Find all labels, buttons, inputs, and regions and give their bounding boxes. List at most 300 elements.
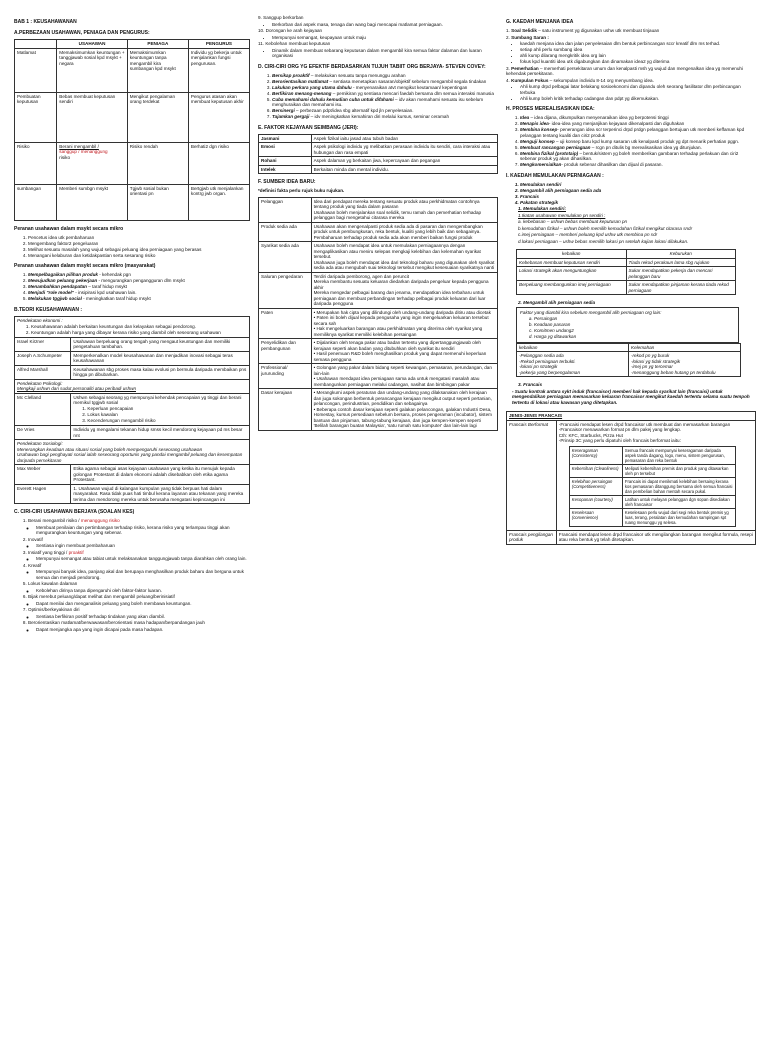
cell: Bertgjwb utk menjalankan kontrg jwb organ. [188,184,249,220]
jeri-value: Berkaitan minda dan mental individu. [311,165,497,174]
list-item [28,272,250,278]
sumber-value: Terdiri daripada pemborong, agen dan peruncit Mereka membantu sesuatu keluaran diedarkan daripada pengeluar kepada pengguna akhir Mereka mengedar pelbagai barang dan jenama, mendapatkan idea terbaharu untuk perniagaan dan membuat perbandingan terhadap pelbagai produk keluaran dari luar daripada pengguna [311,272,497,308]
jeri-value: Aspek psikologi individu yg melibatkan perasaan individu itu sendiri, cara interaksi atau hubungan dan rasa empati [311,143,497,157]
table-row [517,281,736,295]
section-i-title: I. KAEDAH MEMULAKAN PERNIAGAAN : [506,172,604,179]
section-g-title: G. KAEDAH MENJANA IDEA [506,19,574,25]
list-item: d. Harga yg ditawarkan [534,334,735,340]
psikologi-block [15,379,250,393]
peranan-mikro-list [14,272,250,302]
list-item [272,85,498,91]
item-number: 10. [258,28,265,33]
kaedah-1-line: b.kemudahan fizikal – ushwn boleh memilih kemudahan fizikal mengikut citarasa sndr [518,225,693,231]
list-item [28,581,250,593]
ciri-head: Inovatif [28,536,43,542]
sumber-key: Paten [259,308,312,339]
prinsip-key: Kebersihan (Cleanliness) [569,464,622,477]
list-item: 1. Memulakan sendiri [520,182,756,188]
header-cell: PENGURUS [188,40,249,49]
item-text: – memerhati persekitaran umum dan kenalpasti msh yg wujud dan mengenalkan idea yg memenuhi kehendak persekitaran. [506,65,743,76]
ciri-continued [258,15,498,59]
prinsip-key: Kelebihan persaingan (Competitiveness) [569,477,622,495]
list-item: • kaedah menjana idea dan jalan penyelesaian dlm bentuk perbincangan sccr kreatif dlm ms terhad. [520,41,756,47]
sumbang-saran-list [506,41,756,65]
header-cell: kebaikan [517,250,627,259]
list-item-text: - meningkatkan taraf hidup msykt [83,296,151,301]
kaedah-1-line: a. kebebasan – ushwn bebas membuat keputusan pn [518,219,628,224]
chapter-title: BAB 1 : KEUSAHAWANAN [14,19,77,25]
jenis-value: Francaisi mendapat lesen drpd francaisor utk mengilangkan barangan mengikut formula, resepi atau reka bentuk yg telah ditetapkan. [556,530,755,544]
ekonomi-block [15,316,250,337]
section-b-title: B.TEORI KEUSAHAWANAN : [14,306,83,313]
prinsip-value: Keselesaan perlu wujud dari segi reka bentuk premis yg luas, terang, peralatan dan kemudahan sampingan spt ruang menunggu yg selesa. [622,508,735,526]
psikologi-sub: Mengkaji ushwn dari sudut personaliti atau peribadi ushwn [17,386,136,391]
sosiologi-sub: Menerangkan keadaan atau situasi sosial yang boleh mempengaruhi seseorang usahawan [17,446,203,452]
kaedah-1-line: c.imej perniagaan – memberi peluang kpd ushw utk membina pn sdr [518,232,658,237]
header-cell: Keburukan [626,250,736,259]
comparison-header-row [15,40,250,49]
cell: Berpeluang membangunkan imej perniagaan [517,281,627,295]
list-item-emphasis: Berorientasikan matlamat [272,78,329,84]
prinsip-row [569,477,735,495]
cell: Sukar mendapatkan pinjaman kerana tiada rekod perniagaan [626,281,736,295]
list-item-text: - idea-idea yang menjanjikan kejayaan dikenalpasti dan diguhakan [548,121,685,126]
prinsip-row [569,446,735,464]
list-item-emphasis: Lakukan perkara yang utama dahulu [272,84,352,90]
jeri-value: Aspek fizikal iaitu jasad atau tubuh badan [311,134,497,143]
prinsip-row [569,464,735,477]
cell: Bebas membuat keputusan sendiri [57,92,128,142]
ciri-desc: ◦ Sentiasa ingin membuat pembaharuan [36,543,250,549]
jeri-key: Intelek [259,165,312,174]
list-item-text: – idv akan memahami sesuatu isu sebelum menghuraikan dan memahami isu. [272,96,484,107]
ciri-list [14,518,250,632]
cell-line: -pekerja yang berpengalaman [519,369,581,375]
header-cell: kebaikan [517,343,629,352]
kaedah-2-title-text: Mengambil alih perniagaan sedia [523,300,596,305]
ciri-desc: ◦ Dapat menjangka apa yang ingin dicapai pada masa hadapan. [36,627,250,633]
theorist-row [15,484,250,504]
list-item [272,114,498,120]
theorist-name: Joseph A.Schumpeter [15,351,71,365]
jeri-row [259,134,498,143]
comparison-row [15,48,250,92]
sumber-key: Pelanggan [259,197,312,222]
jeri-row [259,143,498,157]
jenis-title: JENIS-JENIS FRANCAIS [507,412,756,421]
sumber-table [258,197,498,431]
theorist-name: De Vries [15,426,71,440]
section-f-note: *definisi fakta perlu rujuk buku rujukan. [258,188,345,193]
prinsip-value: Latihan untuk melayan pelanggan dgn sopan disediakan oleh francaisor [622,495,735,508]
cell: Tiada rekod perakaun lama sbg rujukan [626,258,736,267]
cell-text: Berani mengambil / [59,143,99,149]
theorist-list [73,406,247,424]
prinsip-row [569,495,735,508]
covey-list [258,73,498,120]
list-item [272,73,498,79]
item-number: 9. [258,15,262,20]
table-row [517,352,741,377]
cell: Individu yg bekerja untuk menjalankan fungsi pengurusan. [188,48,249,92]
theorist-text: Usahawan berpeluang orang tengah yang mengaut keuntungan dan memiliki pengetahuan tambahan. [71,337,250,351]
list-item [28,594,250,606]
sumber-row [259,364,498,389]
jeri-value: Aspek dalaman yg berkaitan jiwa, kepercayaan dan pegangan [311,157,497,166]
ciri-desc: ◦ Kebolehan dirinya tanpa dipengaruhi oleh faktor-faktor luaran. [36,588,250,594]
list-item [28,607,250,619]
row-label: Pembuatan keputusan [15,92,57,142]
ciri-desc: ◦ Mempunyai banyak idea, panjang akal dan berupaya menghasilkan produk baharu dan berguna untuk semua dan menjadi pendorong. [36,569,250,580]
list-item [28,284,250,290]
item-number: 1. [506,28,510,33]
cell-line: -lokasi pn strategik [519,364,558,369]
sosiologi-block [15,440,250,465]
comparison-row [15,184,250,220]
list-item: • fokus kpd kuantiti idea utk digabungkan dan dinamakan idea2 yg diterima [520,59,756,65]
list-item-emphasis: Bersinergi [272,108,295,113]
cell: Pengurus atasan akan membuat keputusan akhir [188,92,249,142]
list-item [520,121,756,127]
list-item [258,28,498,34]
sumber-value: • Merangkumi aspek peraturan dan undang-undang yang dilaksanakan oleh kerajaan dan juga sokongan berbentuk perancangan kerajaan mengikut output seperti pertanian, pelancongan, perindustrian, pendidikan dan sebagainya • Beberapa contoh dasar kerajaan seperti galakan pelancongan, galakan Industri Desa, Homestay, kursus persediaan sebelum bersara, proses pengeraman (incubator), sistem bantuan dan pinjaman, tabung-tabung kerajaan, dan juga kempen-kempen seperti 'Belilah barangan buatan Malaysia', 'satu rumah satu komputer' dan lain-lain lagi [311,389,497,431]
jeri-row [259,157,498,166]
prinsip-value: Semua francais mempunyai keseragaman daripada aspek tanda dagang, logo, menu, sistem pengurusan, pemasaran dan reka bentuk [622,446,735,464]
ciri-desc: ◦ Membuat penilaian dan pertimbangan terhadap risiko, kerana risiko yang terlampau tinggi akan mengurangkan keuntungan yang sebenar. [36,525,250,536]
cell [57,142,128,184]
list-item [28,278,250,284]
kaedah-1-block [506,206,756,244]
psikologi-title: Pendekatan Psikologi: [17,380,63,386]
column-1 [14,14,250,1038]
cell-line: -lokasi yg tidak strategik [631,358,681,364]
section-h-title: H. PROSES MEREALISASIKAN IDEA: [506,106,595,112]
list-item-text: – melakukan sesuatu tanpa menunggu arahan [310,72,406,78]
prinsip-table [569,446,736,527]
theorist-text: 1. Usahawan wujud di kalangan kumpulan yang tidak berpuas hati dalam masyarakat. Rasa tidak puas hati timbul kerana layanan atau tekanan yang mereka terima dan mendorong mereka untuk berusaha mengatasi kepincangan ini [71,484,250,504]
list-item: c. Komitmen undang2 [534,328,735,334]
section-c-title: C. CIRI-CIRI USAHAWAN BERJAYA (SOALAN KES) [14,509,135,515]
ciri-desc: ◦ Sentiasa berfikiran positif terhadap tindakan yang akan diambil. [36,614,250,620]
theorist-text: Keusahawanan sbg proses masa kalau evolusi pn bermula daripada membaikan pns hingga pn dibubarkan. [71,365,250,379]
cell: Memberi sumbgn msykt [57,184,128,220]
ciri-head: Bijak merebut peluang/dapat melihat dan mengambil peluang/berinisiatif [28,594,175,599]
list-item-emphasis: Tajamkan gergaji [272,114,310,119]
list-item-emphasis: Menguji konsep [520,138,555,144]
list-item-text: - kehendak pgn [99,272,131,277]
jenis-row [507,530,756,544]
list-item: • Ahli kump boleh kritik terhadap cadangan dan pdpt yg dikemukakan. [520,96,756,102]
item-desc: • Dinamik dalam membuat sebarang keputusan dalam mengambil kira semua faktor dalaman dan luaran organisasi [272,48,498,59]
kaedah-1-line: d.lokasi perniagaan – ushw bebas memilih lokasi pn setelah kajian lokasi dilakukan. [518,238,689,244]
list-item: 1. Pencetus idea utk pembaharuan [28,235,250,241]
list-item-text: - penerangan idea scr terperinci drpd prdgn pelanggan bertujuan utk memberi keffaman kpd pelanggan tentang kualiti dan ciri2 produk [520,127,745,138]
list-item [520,151,756,162]
item-desc: • Mempunyai semangat, keupayaan untuk maju [272,35,498,41]
item-number: 11. [258,41,265,46]
ciri-head: Berorientasikan matlamat/berwawasan/berorientasi masa hadapan/berpandangan jauh [28,620,205,625]
theorist-name: Everett Hagen [15,484,71,504]
list-item: 2. Mengembang faktor2 pengeluaran [28,241,250,247]
jeri-row [259,165,498,174]
theorist-text: Etika agama sebagai asas kejayaan usahawan yang ketika itu menujuk kepada golongan Protestant di dalam ekonomi adalah disebabkan oleh etika agama Protestant. [71,465,250,485]
ciri-head: Insiatif yang tinggi [28,549,65,555]
cell: Memaksimumkan keuntungan tanpa mengambil kira sumbangan kpd msykt [127,48,188,92]
sumber-key: Penyelidikan dan pembangunan [259,339,312,364]
sumber-row [259,308,498,339]
list-item [272,91,498,97]
sumber-key: Saluran pengedaran [259,272,312,308]
list-item: • ahli kump dilarang mengkritik idea org lain [520,53,756,59]
item-number: 4. [506,77,510,83]
item-desc: • Berkorban dari aspek masa, tenaga dan wang bagi mencapai matlamat perniagaan. [272,22,498,28]
comparison-row [15,92,250,142]
theorist-row [15,465,250,485]
sumber-value: • Merupakan hak cipta yang dilindungi oleh undang-undang daripada ditiru atau dicetak • Paten ini boleh dijual kepada pengusaha yang ingin mengeluarkan keluaran tersebut secara sah • Hak mengeluarkan barangan atau perkhidmatan yang diterima oleh syarikat yang memiliknya syarikat memiliki kelebihan persaingan [311,308,497,339]
list-item [520,162,756,168]
list-item-emphasis: Cuba memahami dahulu kemudian cuba untuk difahami [272,96,394,102]
header-cell: Kelemahan [629,343,741,352]
list-item [28,296,250,302]
kaedah-1-line: 1.Ikatan usahawan memulakan pn sendiri : [518,212,606,218]
sumber-row [259,272,498,308]
jenis-row [507,420,756,530]
item-head: Dorongan ke arah kejayaan [265,28,323,33]
list-item-emphasis: Mengkomersialkan [520,162,562,167]
sumber-value: • Golongan yang pakar dalam bidang seperti kewangan, pemasaran, perundangan, dan lain-lain • Usahawan mendapat idea perniagaan sama ada untuk mengatasi masalah atau membangunkan perniagaan melalui cadangan, nasihat dan bimbingan pakar [311,364,497,389]
jeri-key: Rohani [259,157,312,166]
peranan-msykt-list [14,235,250,259]
cell [517,352,629,377]
list-item: 1. Keusahawanan adalah berkaitan keuntungan dan kelayakan sebagai pendorong. [31,324,247,330]
list-item-emphasis: Mewujudkan peluang pekerjaan [28,278,98,283]
column-3 [506,14,756,1038]
item-head: Sanggup berkorban [263,15,304,20]
item-number: 2. [506,34,510,40]
ciri-head: Optimis/berkeyakinan diri [28,607,80,612]
sosiologi-sub2: Usahawan bagi penghayati sosial ialah seseorang oportunis yang pandai mengambil peluang dan kesempatan daripada persekitaran [17,452,243,463]
ciri-head-red: proaktif [68,549,84,555]
header-cell [15,40,57,49]
prinsip-key: Keselesaan (convenience) [569,508,622,526]
comparison-table [14,39,250,221]
row-label: Matlamat [15,48,57,92]
sumber-row [259,222,498,242]
header-cell: USAHAWAN [57,40,128,49]
list-item-text: – idea dijana, dikumpulkan menyenaraikan idea yg berpotensi tinggi [529,115,669,120]
proses-list [506,115,756,168]
sumber-key: Syarikat sedia ada [259,242,312,273]
list-item: 4. Menangani kelaburan dan ketidakpastian serta sesarang risiko [28,253,250,259]
list-item-text: - produk sebenar dihasilkan dan dijual di pasaran. [561,162,663,167]
list-item: 1. Keperluan pencapaian [87,406,247,412]
theorist-name: Israel Kirzner [15,337,71,351]
list-item: 3. Francais [520,194,756,200]
list-item [258,15,498,21]
list-item [272,79,498,85]
list-item: a. Persaingan [534,316,735,322]
prinsip-row [569,508,735,526]
list-item [28,290,250,296]
theorist-row [15,365,250,379]
list-item [520,139,756,145]
jenis-francais-table [506,411,756,545]
comparison-row [15,142,250,184]
kaedah-3-title: 3. Francais [518,382,543,387]
kaedah-1-title: 1. Memulakan sendiri: [518,206,566,211]
table-row [517,258,736,267]
jenis-key: Francais pengilangan produk [507,530,557,544]
kaedah-list [506,182,756,206]
sumber-value: • Dijalankan oleh tenaga pakar atau badan tertentu yang dipertanggungjawab oleh kerajaan seperti akan badan yang ditubuhkan oleh syarikat itu sendiri • Hasil penemuan R&D boleh menghasilkan produk yang dapat memenuhi keperluan semasa pengguna [311,339,497,364]
list-item-emphasis: Menambahkan pendapatan [28,284,87,289]
kaedah-1-table [516,249,736,295]
sumber-value: Usahawan akan mengenalpasti produk sedia ada di pasaran dan mengembangkan produk untuk pembungkusan, reka bentuk, kualiti yang lebih baik dan sebagainya. Pembaharuan terhadap produk sedia ada akan memberi baikan fungsi produk [311,222,497,242]
kaedah-3-desc: - Suatu kontrak antara sykt induk (francaisor) memberi hak kepada syarikat lain (francaisi) untuk mengendalikan perniagaan memasarkan keluaran francaisor mengikut kaedah tertentu selama suatu tempoh tertentu di lokasi atau kawasan yang ditetapkan. [512,388,750,405]
list-item: 4. Pakatan strategik [520,200,756,206]
cell: Risiko rendah [127,142,188,184]
section-a-title: A.PERBEZAAN USAHAWAN, PENIAGA DAN PENGURUS: [14,30,150,36]
item-text: – satu instrument yg digunakan ushw utk membuat tinjauan [536,28,660,33]
section-d-title: D. CIRI-CIRI ORG YG EFEKTIF BERDASARKAN TUJUH TABIIT ORG BERJAYA- STEVEN COVEY: [258,63,486,70]
sumber-value: Idea dari pendapat mereka tentang sesuatu produk atau perkhidmatan contohnya tentang produk yang tiada dalam pasaran Usahawan boleh menjalankan soal selidik, temu ramah dan pemerhatian terhadap pelanggan bagi mengetahui citarasa mereka [311,197,497,222]
item-head: Soal Selidik [511,28,537,33]
item-head: Kebolehan membuat keputusan [265,41,331,46]
sumber-key: Produk sedia ada [259,222,312,242]
sumber-key: Professional/ jururunding [259,364,312,389]
theorist-name: Max Weber [15,465,71,485]
list-item-text: – pemikiran yg sentiasa mencari faedah bersama dlm semua interaksi manusia [332,90,494,96]
theorist-row [15,393,250,426]
sumber-row [259,242,498,273]
prinsip-key: Keseragaman (Consistency) [569,446,622,464]
list-item: b. Keadaan pasaran [534,322,735,328]
list-item: 1. Berani mengambil risiko / menanggung risiko ◦ Membuat penilaian dan pertimbangan terhadap risiko, kerana risiko yang terlampau tinggi akan mengurangkan keuntungan yang sebenar. [28,518,250,536]
prinsip-value: Meliputi kebersihan premis dan produk yang ditawarkan oleh pn tersebut [622,464,735,477]
list-item [28,563,250,581]
kaedah-2-box [516,307,739,343]
g-item [506,28,756,34]
list-item: • setiap ahli perlu sumbang idea [520,47,756,53]
list-item: 2. Mengambil alih perniagaan sedia ada [520,188,756,194]
jeri-key: Emosi [259,143,312,157]
jenis-value: -Francaisi mendapat lesen drpd francaisor utk membuat dan memasarkan barangan -Francaisor menawarkan format pn dlm pakej yang lengkap. Cth: KFC, Starbucks, Pizza Hut -Prinsip 3C yang perlu dipatuhi oleh francais berformat iaitu: [558,421,731,443]
cell-line: -Pelanggan sedia ada [519,353,564,358]
section-f-title: F. SUMBER IDEA BARU: [258,179,316,185]
theorist-name: Mc Clelland [15,393,71,426]
list-item-text: – idv meningkatkan kemahiran diri melalui kursus, seminar ceramah [310,114,450,119]
sumber-row [259,389,498,431]
list-item [520,115,756,121]
kaedah-2-table [516,343,741,378]
cell-line: -rekod pn yg buruk [631,353,670,358]
sumber-row [259,197,498,222]
list-item-emphasis: Melakukan tggjwb social [28,296,82,301]
fokus-list [506,84,756,101]
list-item-text: – perbezaan pdpt/idea sbg alternatif kpd jln penyelesaian. [296,108,414,113]
list-item-emphasis: Menapis idea [520,121,549,126]
ciri-desc: ◦ Mempunyai semangat atau tabiat untuk melaksanakan tanggungjawab tanpa diarahkan oleh orang lain. [36,556,250,562]
list-item: 2. Keuntungan adalah harga yang dibayar kerana risiko yang diambil oleh seseorang usahawan [31,330,247,336]
prinsip-key: Kesopanan (courtesy) [569,495,622,508]
table-row [517,267,736,281]
section-e-title: E. FAKTOR KEJAYAAN SEIMBANG (JERI): [258,124,359,131]
cell-line: -menanggung beban hutang pn terdahulu [631,369,716,375]
g-item [506,35,756,41]
list-item [272,97,498,108]
g-item [506,78,756,84]
list-item-text: – uji konsep baru kpd kump sasaran utk kenalpasti produk yg dpt menarik perhatian pggn. [554,138,740,144]
peranan-mikro-title: Peranan usahawan dalam msykt secara mikro (masyarakat) [14,263,156,269]
ciri-head: Lokus kawalan dalaman [28,581,78,586]
cell: Tgjwb sosial bukan orientasi pn [127,184,188,220]
prinsip-value: Francais ini dapat menikmati kelebihan bersaing kerana kos pemasaran ditanggung bersama oleh semua francaisi dan pembelian bahan mentah secara pukal. [622,477,735,495]
kaedah-3-title-text: Francais [523,382,543,387]
list-item [520,145,756,151]
list-item-emphasis: Idea [520,115,530,120]
list-item-emphasis: Membuat rancangan perniagaan [520,144,591,150]
theorist-row [15,426,250,440]
theorist-row [15,337,250,351]
list-item-text: – sentiasa menetapkan sasaran/objektif sebelum mengambil segala tindakan [329,78,487,84]
ekonomi-list [17,324,247,336]
cell: Kebebasan membuat keputusan sendiri [517,258,627,267]
ciri-head: Kreatif [28,562,42,568]
row-label: sumbangan [15,184,57,220]
list-item-emphasis: Mempelbagaikan pilihan produk [28,272,98,277]
cell: Lokasi strategik akan menguntungkan [517,267,627,281]
cell: Sukar mendapatkan pekerja dan mencari pelanggan baru [626,267,736,281]
list-item-text: - mengurangkan pengangguran dlm msykt [98,278,185,283]
item-text: – sekumpulan individu 8-14 org menyumbang idea. [548,77,654,83]
sumber-row [259,339,498,364]
cell: Berhati2 dgn risiko [188,142,249,184]
kaedah-2-intro: Faktor yang diambil kira sebelum mengambil alih perniagaan org lain: [520,309,662,315]
list-item: 2. Lokus kawalan [87,412,247,418]
list-item: 3. Melihat sesuatu masalah yang wujud sebagai peluang idea perniagaan yang berasas [28,247,250,253]
cell: Memaksimumkan keuntungan + tanggjawab sosial kpd msykt + negara [57,48,128,92]
ciri-head-red: menanggung risiko [80,518,120,523]
jeri-key: Jasmani [259,134,312,143]
jenis-value-cell [556,420,755,530]
list-item [28,537,250,549]
list-item: • Ahli kump drpd pelbagai latar belakang sosioekonomi dan dipandu oleh seorang fasilitator dlm perbincangan terbuka [520,84,756,95]
kaedah-2-title: 2. Mengambil alih perniagaan sedia [518,300,596,305]
g-item [506,66,756,77]
list-item [28,620,250,632]
cell-text: risiko [59,154,71,160]
sosiologi-title: Pendekatan Sosiologi: [17,441,63,446]
jenis-key: Francais Berformat [507,420,557,530]
theorist-row [15,351,250,365]
cell [629,352,741,377]
peranan-msykt-title: Peranan usahawan dalam msykt secara mikro [14,225,124,232]
theorist-text-cell [71,393,250,426]
theorist-name: Alfred Marshall [15,365,71,379]
cell: Mengikut pengalaman orang terdekat [127,92,188,142]
list-item [272,108,498,114]
sumber-key: Dasar kerajaan [259,389,312,431]
kaedah-2-list [520,316,735,340]
list-item-emphasis: Membina fizikal (prototaip) [520,150,579,156]
list-item: 3. Kecenderungan mengambil risiko [87,418,247,424]
cell-line: -Rekod perniagaan terbukti. [519,358,576,364]
list-item-text: – taraf hidup msykt [88,284,128,289]
list-item [258,41,498,47]
list-item-emphasis: Bersikap proaktif [272,72,310,78]
list-item-emphasis: Menjadi "role model" [28,290,74,295]
jeri-table [258,134,498,175]
